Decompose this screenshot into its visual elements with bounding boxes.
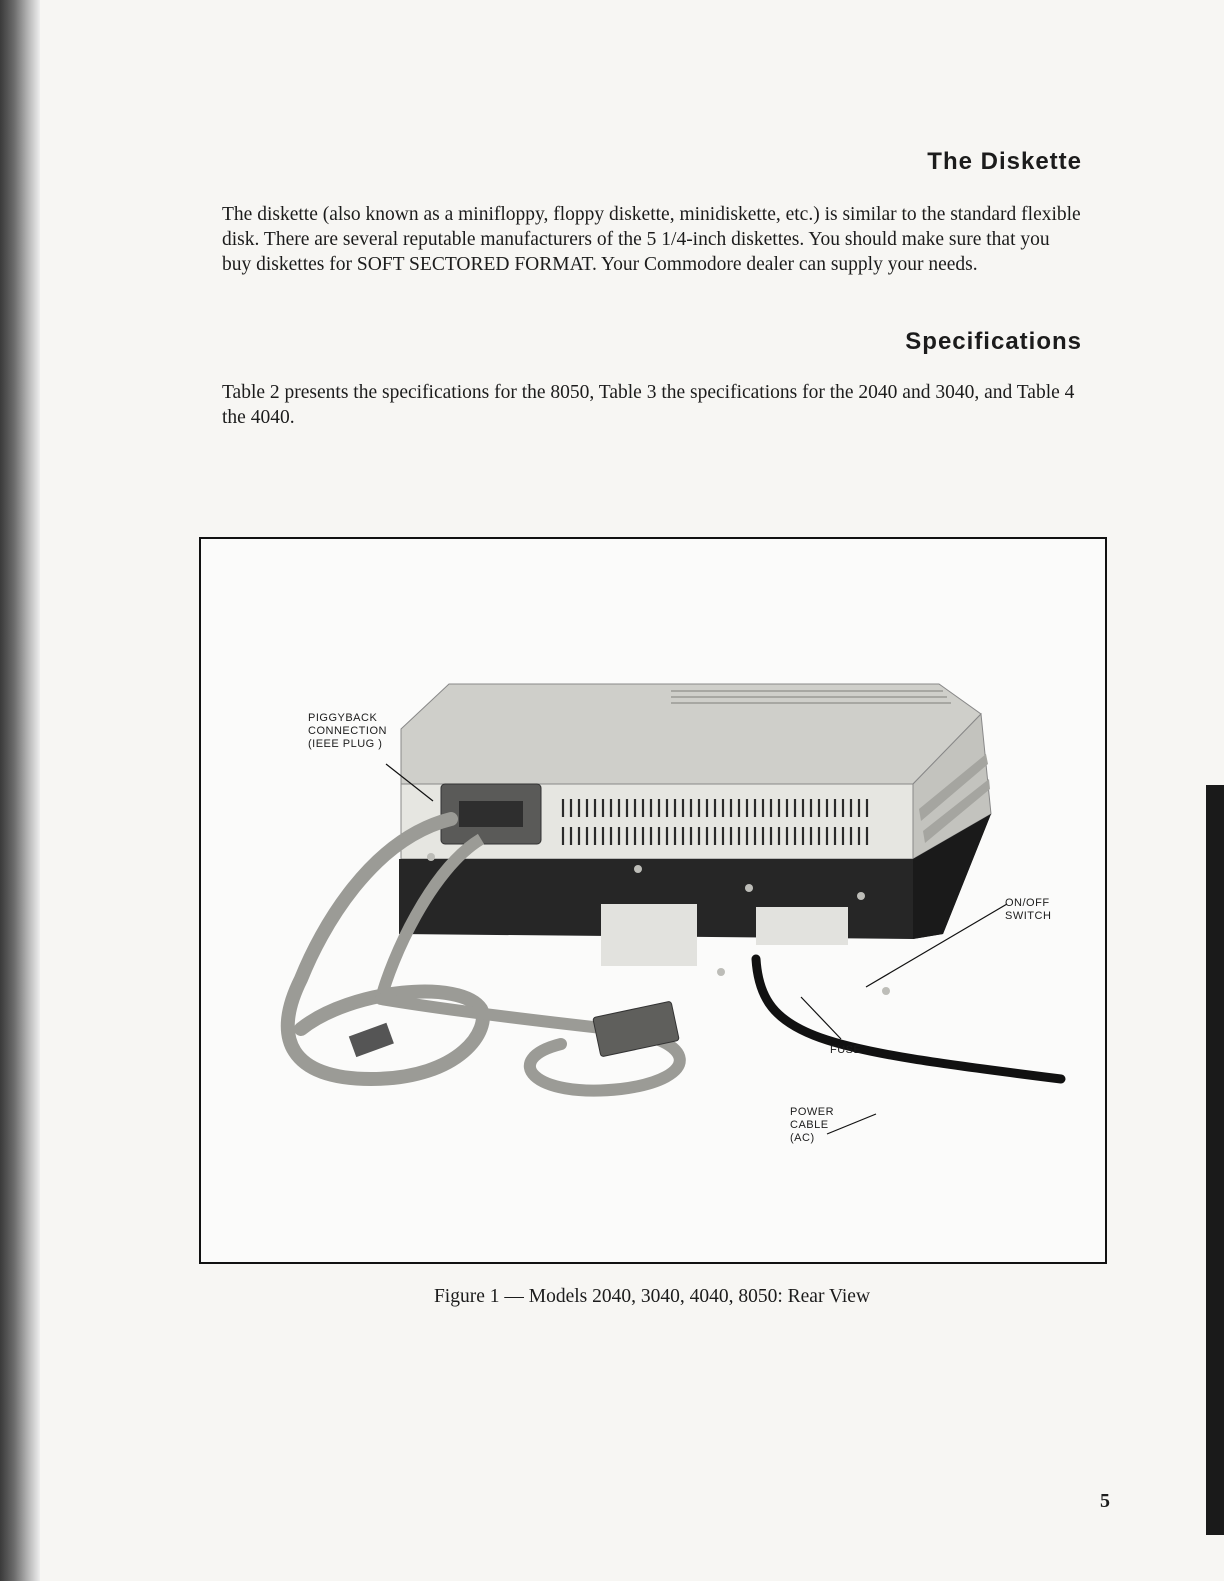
paragraph-diskette: The diskette (also known as a minifloppy, floppy diskette, minidiskette, etc.) is similar to the standard flexible disk. There are several reputable manufacturers of the 5 1/4-inch diskettes. You should make sure that you buy diskettes for SOFT SECTORED FORMAT. Your Commodore dealer can supply your needs. (222, 204, 1081, 275)
callout-piggyback-line-2: CONNECTION (308, 725, 387, 737)
page-number: 5 (1100, 1490, 1110, 1512)
callout-switch-line-2: SWITCH (1005, 910, 1052, 922)
callout-power-cable (790, 1106, 834, 1145)
callout-fuse: FUSE (830, 1044, 862, 1056)
page-edge-bar (1206, 785, 1224, 1535)
callout-piggyback-line-1: PIGGYBACK (308, 712, 378, 724)
heading-the-diskette: The Diskette (927, 148, 1082, 175)
figure-1-box (199, 537, 1107, 1264)
disk-drive-rear-view-illustration (201, 539, 1105, 1262)
heading-specifications: Specifications (905, 328, 1082, 355)
callout-piggyback-line-3: (IEEE PLUG ) (308, 738, 383, 750)
callout-on-off-switch (1005, 897, 1051, 923)
book-spine-shadow (0, 0, 40, 1581)
callout-power-line-1: POWER (790, 1106, 835, 1118)
callout-power-line-3: (AC) (790, 1132, 815, 1144)
callout-power-line-2: CABLE (790, 1119, 829, 1131)
callout-piggyback-connection (308, 712, 387, 751)
paragraph-specifications: Table 2 presents the specifications for the 8050, Table 3 the specifications for the 2040 and 3040, and Table 4 the 4040. (222, 382, 1075, 428)
callout-switch-line-1: ON/OFF (1005, 897, 1050, 909)
figure-caption: Figure 1 — Models 2040, 3040, 4040, 8050: Rear View (433, 1286, 871, 1307)
